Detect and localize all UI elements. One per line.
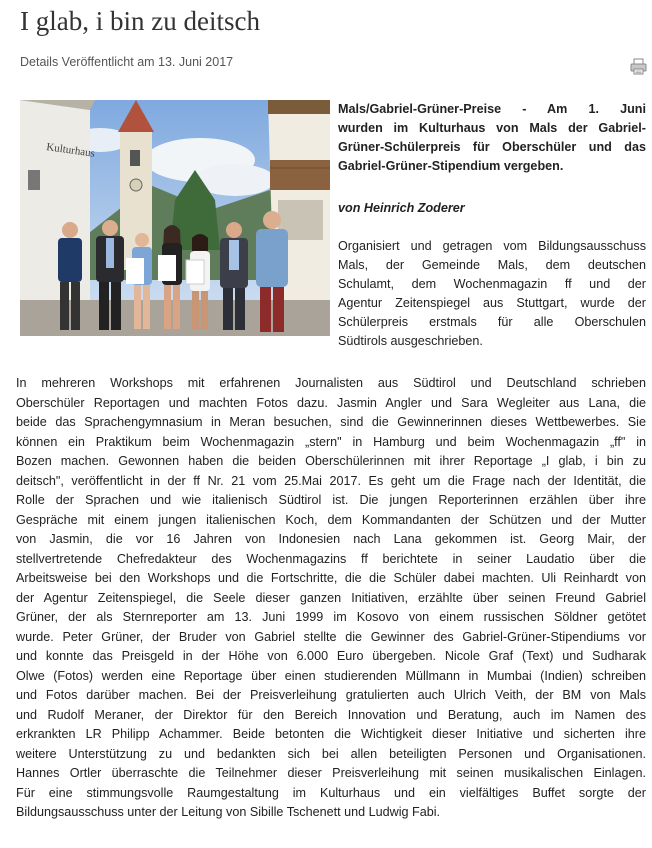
body-line: Bildungsausschuss unter der Leitung von Sibille Tschenett und Ludwig Fabi. bbox=[16, 805, 441, 819]
article-lead bbox=[338, 100, 646, 176]
body-line: Arbeitsweise bei den Workshops und die Fortschritte, die die Schüler dabei machten. Uli Reinhardt von bbox=[16, 571, 646, 585]
intro-line: Schulamt, dem Wochenmagazin ff und der bbox=[338, 277, 646, 291]
body-line: Für eine stimmungsvolle Raumgestaltung im Kulturhaus und ein vielfältiges Buffet sorgte der bbox=[16, 785, 646, 800]
body-line: und Rudolf Meraner, der Direktor für den Bereich Innovation und Beratung, auch im Namen des bbox=[16, 707, 646, 722]
intro-line: Agentur Zeitenspiegel aus Stuttgart, wurde der bbox=[338, 296, 646, 310]
body-line: der Agentur Zeitenspiegel, die Seele dieser ganzen Initiativen, erzählte über seinen Freund Gabriel bbox=[16, 590, 646, 605]
body-line: wurde. Peter Grüner, der Bruder von Gabriel stellte die Gewinner des Gabriel-Grüner-Stipendiums vor bbox=[16, 629, 646, 644]
article-body bbox=[16, 374, 646, 823]
article-photo bbox=[20, 100, 330, 336]
body-line: von Jasmin, die vor 16 Jahren von Indonesien nach Lana gekommen ist. Georg Mair, der bbox=[16, 532, 646, 546]
intro-line: Schülerpreis erstmals für alle Oberschulen bbox=[338, 315, 646, 329]
lead-line: Gabriel-Grüner-Stipendium vergeben. bbox=[338, 159, 564, 173]
body-line: Oberschüler Reportagen und machten Fotos dazu. Jasmin Angler und Sara Wegleiter aus Lana, die bbox=[16, 395, 646, 410]
body-line: deitsch", veröffentlicht in der ff Nr. 21 vom 25.Mai 2017. Es geht um die Frage nach der Identität, die bbox=[16, 473, 646, 488]
body-line: In mehreren Workshops mit erfahrenen Journalisten aus Südtirol und Deutschland schrieben bbox=[16, 376, 646, 390]
body-line: Rolle der Sprachen und wie italienisch Südtirol ist. Die jungen Reporterinnen erzählen über ihre bbox=[16, 493, 646, 507]
intro-line: Südtirols ausgeschrieben. bbox=[338, 334, 483, 348]
body-line: Grüner, der als Sternreporter am 13. Juni 1999 im Kosovo von einem russischen Söldner getötet bbox=[16, 610, 646, 624]
body-line: beide das Sprachengymnasium in Meran besuchen, sind die Gewinnerinnen dieses Wettbewerbes. Sie bbox=[16, 415, 646, 429]
print-icon[interactable] bbox=[630, 58, 647, 75]
photo-sign: Kulturhaus bbox=[45, 141, 96, 160]
body-line: Gespräche mit einem jungen italienischen Koch, dem Kommandanten der Schützen und der Mutter bbox=[16, 512, 646, 527]
body-line: stellvertretende Chefredakteur des Wochenmagazins ff berichtete in seiner Laudatio über die bbox=[16, 551, 646, 566]
lead-line: wurden im Kulturhaus von Mals der Gabriel- bbox=[338, 121, 646, 135]
body-line: Olwe (Fotos) werden eine Reportage über einen studierenden Müllmann in Mumbai (Indien) schreiben bbox=[16, 668, 646, 683]
article-intro bbox=[338, 237, 646, 351]
article-meta: Details Veröffentlicht am 13. Juni 2017 bbox=[20, 55, 234, 69]
lead-line: Grüner-Schülerpreis für Oberschüler und das bbox=[338, 140, 646, 154]
body-line: können ein Praktikum beim Wochenmagazin „stern" in Hamburg und beim Wochenmagazin „ff" in bbox=[16, 434, 646, 449]
article-title: I glab, i bin zu deitsch bbox=[20, 6, 260, 36]
body-line: Bozen machen. Gewonnen haben die beiden Oberschülerinnen mit ihrer Reportage „I glab, i bin zu bbox=[16, 454, 646, 468]
intro-line: Organisiert und getragen vom Bildungsausschuss bbox=[338, 239, 646, 253]
body-line: und konnte das Preisgeld in der Höhe von 6.000 Euro übergeben. Nicole Graf (Text) und Sudharak bbox=[16, 649, 646, 663]
body-line: und Fotos darüber machen. Bei der Preisverleihung gratulierten auch Ulrich Veith, der BM von Mals bbox=[16, 688, 646, 702]
body-line: Hannes Ortler überraschte die Teilnehmer dieser Preisverleihung mit seinen musikalischen Einlagen. bbox=[16, 766, 646, 780]
lead-line: Mals/Gabriel-Grüner-Preise - Am 1. Juni bbox=[338, 102, 646, 116]
body-line: erkrankten LR Philipp Achammer. Beide betonten die Wichtigkeit dieser Initiative und sicherten ihre bbox=[16, 727, 646, 741]
body-line: weitere Unterstützung zu und bedankten sich bei allen beteiligten Personen und Organisationen. bbox=[16, 746, 646, 761]
article-author: von Heinrich Zoderer bbox=[338, 201, 465, 215]
intro-line: Mals, der Gemeinde Mals, dem deutschen bbox=[338, 258, 646, 272]
